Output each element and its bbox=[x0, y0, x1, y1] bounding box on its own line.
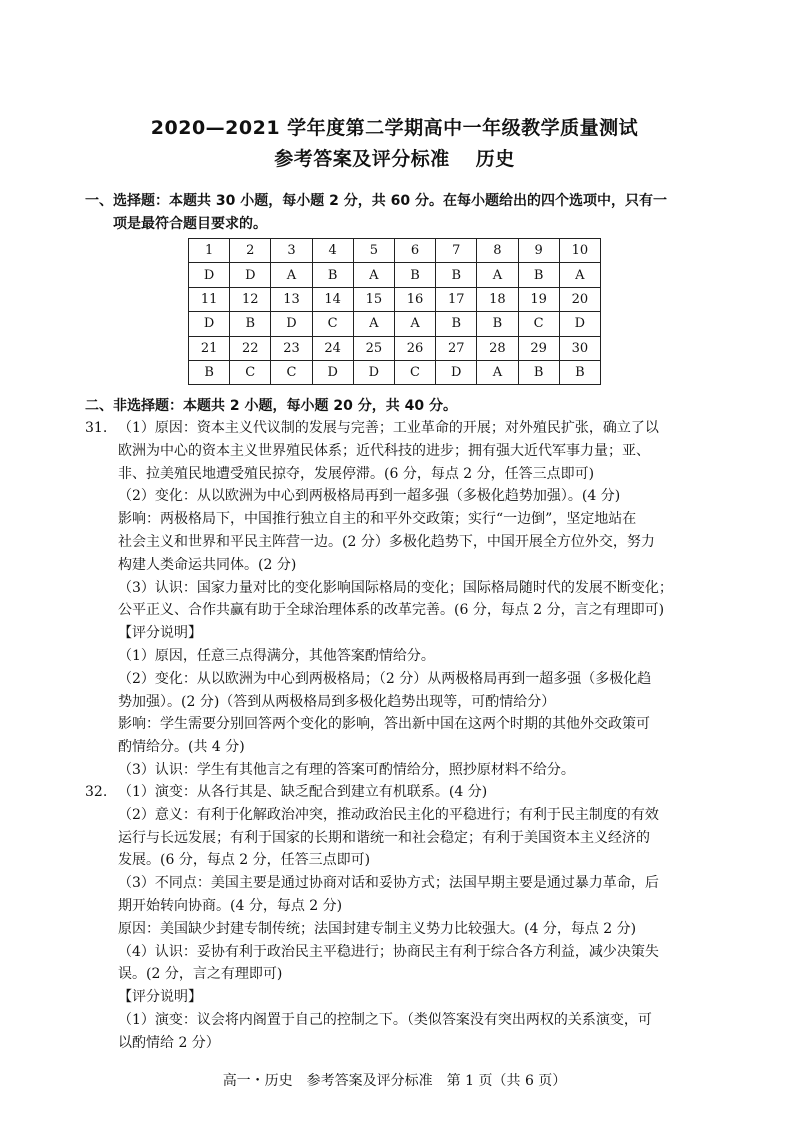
answer-cell: B bbox=[518, 360, 559, 384]
subtitle-main: 参考答案及评分标准 bbox=[274, 148, 450, 170]
answer-cell: D bbox=[436, 360, 477, 384]
answer-line: （2）意义：有利于化解政治冲突，推动政治民主化的平稳进行；有利于民主制度的有效 bbox=[118, 806, 659, 823]
answer-cell: D bbox=[312, 360, 353, 384]
answer-line: 欧洲为中心的资本主义世界殖民体系；近代科技的进步；拥有强大近代军事力量；亚、 bbox=[118, 442, 650, 459]
answer-line: （2）变化：从以欧洲为中心到两极格局；（2 分）从两极格局再到一超多强（多极化趋 bbox=[118, 670, 652, 687]
question-number-row bbox=[189, 287, 601, 311]
question-number-cell: 5 bbox=[353, 239, 394, 263]
answer-cell: B bbox=[394, 263, 435, 287]
answer-line: 影响：学生需要分别回答两个变化的影响，答出新中国在这两个时期的其他外交政策可 bbox=[118, 716, 650, 733]
answer-line bbox=[85, 417, 707, 440]
page-title: 2020—2021 学年度第二学期高中一年级教学质量测试 bbox=[150, 117, 639, 139]
answer-line: 非、拉美殖民地遭受殖民掠夺，发展停滞。(6 分，每点 2 分，任答三点即可) bbox=[118, 465, 595, 482]
answer-line: （3）认识：学生有其他言之有理的答案可酌情给分，照抄原材料不给分。 bbox=[118, 761, 575, 778]
answer-cell: A bbox=[477, 360, 518, 384]
question-number-cell: 9 bbox=[518, 239, 559, 263]
page-subtitle bbox=[0, 144, 789, 171]
answer-cell: A bbox=[353, 263, 394, 287]
question-number-cell: 10 bbox=[559, 239, 600, 263]
answer-line: 原因：美国缺少封建专制传统；法国封建专制主义势力比较强大。(4 分，每点 2 分) bbox=[118, 920, 637, 937]
question-number: 31. bbox=[85, 420, 108, 436]
answer-line: 误。(2 分，言之有理即可) bbox=[118, 966, 283, 983]
question-number-cell: 2 bbox=[230, 239, 271, 263]
question-number-cell: 14 bbox=[312, 287, 353, 311]
question-number-cell: 29 bbox=[518, 336, 559, 360]
answer-cell: B bbox=[477, 312, 518, 336]
answer-row bbox=[189, 263, 601, 287]
answer-line: （3）认识：国家力量对比的变化影响国际格局的变化；国际格局随时代的发展不断变化； bbox=[118, 579, 673, 596]
question-number-cell: 30 bbox=[559, 336, 600, 360]
question-number-cell: 16 bbox=[394, 287, 435, 311]
section-1-line: 项是最符合题目要求的。 bbox=[113, 216, 267, 232]
answer-line: 影响：两极格局下，中国推行独立自主的和平外交政策；实行“一边倒”，坚定地站在 bbox=[118, 511, 637, 528]
question-number-row bbox=[189, 336, 601, 360]
answer-cell: C bbox=[518, 312, 559, 336]
question-number-cell: 1 bbox=[189, 239, 230, 263]
question-number-cell: 21 bbox=[189, 336, 230, 360]
question-number-cell: 25 bbox=[353, 336, 394, 360]
question-number-cell: 19 bbox=[518, 287, 559, 311]
subtitle-subject: 历史 bbox=[475, 148, 515, 170]
answer-cell: A bbox=[559, 263, 600, 287]
question-number-cell: 26 bbox=[394, 336, 435, 360]
answer-line: 期开始转向协商。(4 分，每点 2 分) bbox=[118, 897, 343, 914]
answer-line: （1）原因，任意三点得满分，其他答案酌情给分。 bbox=[118, 647, 435, 664]
answer-line: 运行与长远发展；有利于国家的长期和谐统一和社会稳定；有利于美国资本主义经济的 bbox=[118, 829, 650, 846]
question-31 bbox=[85, 417, 707, 782]
question-number-cell: 24 bbox=[312, 336, 353, 360]
answer-cell: D bbox=[271, 312, 312, 336]
answer-line-text: （1）原因：资本主义代议制的发展与完善；工业革命的开展；对外殖民扩张，确立了以 bbox=[118, 420, 659, 436]
question-number-cell: 20 bbox=[559, 287, 600, 311]
question-number-cell: 18 bbox=[477, 287, 518, 311]
answer-cell: C bbox=[230, 360, 271, 384]
question-number-cell: 7 bbox=[436, 239, 477, 263]
question-number-cell: 27 bbox=[436, 336, 477, 360]
question-number-cell: 8 bbox=[477, 239, 518, 263]
answer-cell: B bbox=[559, 360, 600, 384]
answer-line: 社会主义和世界和平民主阵营一边。(2 分）多极化趋势下，中国开展全方位外交，努力 bbox=[118, 533, 655, 550]
answer-cell: C bbox=[271, 360, 312, 384]
question-number-cell: 15 bbox=[353, 287, 394, 311]
question-number-cell: 11 bbox=[189, 287, 230, 311]
answer-cell: D bbox=[189, 312, 230, 336]
page-footer: 高一・历史 参考答案及评分标准 第 1 页（共 6 页） bbox=[222, 1073, 567, 1089]
answer-row bbox=[189, 312, 601, 336]
answer-line-text: （1）演变：从各行其是、缺乏配合到建立有机联系。(4 分) bbox=[118, 784, 488, 800]
section-1-heading bbox=[85, 190, 710, 236]
answer-table bbox=[188, 238, 601, 385]
answer-line: （2）变化：从以欧洲为中心到两极格局再到一超多强（多极化趋势加强）。(4 分) bbox=[118, 488, 621, 505]
answer-cell: A bbox=[394, 312, 435, 336]
answer-line: 酌情给分。(共 4 分) bbox=[118, 739, 245, 756]
answer-cell: B bbox=[518, 263, 559, 287]
answer-line: （1）演变：议会将内阁置于自己的控制之下。（类似答案没有突出两权的关系演变，可 bbox=[118, 1011, 652, 1028]
answer-line: 公平正义、合作共赢有助于全球治理体系的改革完善。(6 分，每点 2 分，言之有理即可) bbox=[118, 602, 665, 619]
question-number: 32. bbox=[85, 784, 108, 800]
answer-line: 以酌情给 2 分） bbox=[118, 1034, 220, 1051]
answer-line: （4）认识：妥协有利于政治民主平稳进行；协商民主有利于综合各方利益，减少决策失 bbox=[118, 943, 659, 960]
answer-cell: D bbox=[189, 263, 230, 287]
answer-cell: D bbox=[230, 263, 271, 287]
answer-cell: A bbox=[271, 263, 312, 287]
answer-cell: B bbox=[312, 263, 353, 287]
answer-cell: A bbox=[353, 312, 394, 336]
question-number-cell: 3 bbox=[271, 239, 312, 263]
answer-cell: B bbox=[436, 312, 477, 336]
question-number-cell: 4 bbox=[312, 239, 353, 263]
answer-cell: D bbox=[559, 312, 600, 336]
question-number-cell: 28 bbox=[477, 336, 518, 360]
answer-line: 发展。(6 分，每点 2 分，任答三点即可) bbox=[118, 852, 371, 869]
answer-cell: A bbox=[477, 263, 518, 287]
question-32 bbox=[85, 781, 707, 1055]
question-number-row bbox=[189, 239, 601, 263]
question-number-cell: 12 bbox=[230, 287, 271, 311]
answer-cell: B bbox=[436, 263, 477, 287]
answer-line: 【评分说明】 bbox=[118, 625, 202, 642]
answer-line: 势加强）。(2 分)（答到从两极格局到多极化趋势出现等，可酌情给分） bbox=[118, 693, 556, 710]
answer-line: 【评分说明】 bbox=[118, 989, 202, 1006]
answer-cell: B bbox=[230, 312, 271, 336]
answer-line: 构建人类命运共同体。(2 分) bbox=[118, 556, 297, 573]
answer-cell: D bbox=[353, 360, 394, 384]
answer-cell: C bbox=[394, 360, 435, 384]
answer-row bbox=[189, 360, 601, 384]
question-number-cell: 6 bbox=[394, 239, 435, 263]
question-number-cell: 23 bbox=[271, 336, 312, 360]
question-number-cell: 13 bbox=[271, 287, 312, 311]
section-2-heading: 二、非选择题：本题共 2 小题，每小题 20 分，共 40 分。 bbox=[85, 398, 457, 414]
answer-cell: B bbox=[189, 360, 230, 384]
answer-cell: C bbox=[312, 312, 353, 336]
question-number-cell: 22 bbox=[230, 336, 271, 360]
section-1-line: 一、选择题：本题共 30 小题，每小题 2 分，共 60 分。在每小题给出的四个选项中，只有一 bbox=[85, 193, 667, 209]
question-number-cell: 17 bbox=[436, 287, 477, 311]
answer-line: （3）不同点：美国主要是通过协商对话和妥协方式；法国早期主要是通过暴力革命，后 bbox=[118, 875, 659, 892]
answer-line bbox=[85, 781, 707, 804]
